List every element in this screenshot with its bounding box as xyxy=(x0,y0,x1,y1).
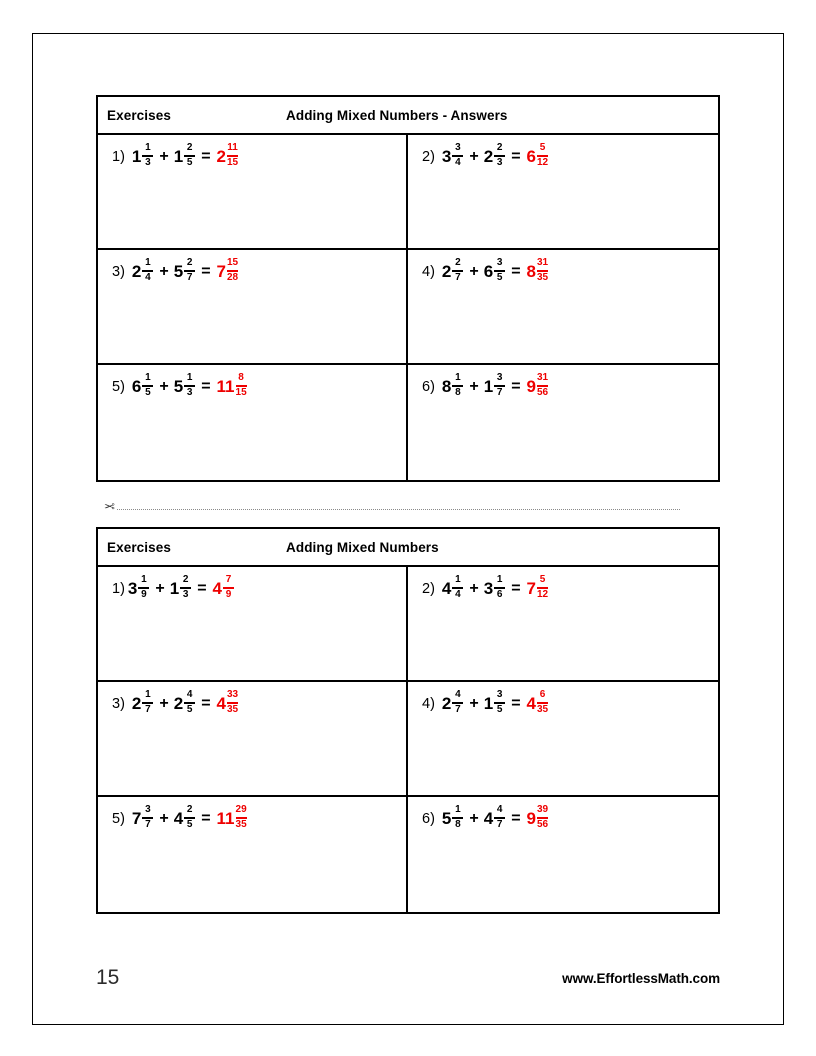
problem-4 xyxy=(408,259,718,284)
numerator: 33 xyxy=(227,689,239,700)
operator-equals: = xyxy=(201,147,211,165)
answer-value xyxy=(527,691,550,716)
answer-fraction xyxy=(537,690,548,715)
numerator: 2 xyxy=(455,257,461,268)
operator-equals: = xyxy=(197,579,207,597)
denominator: 6 xyxy=(496,588,503,600)
term-b-fraction xyxy=(184,373,195,398)
problem-2 xyxy=(408,144,718,169)
numerator: 3 xyxy=(145,804,151,815)
denominator: 5 xyxy=(145,386,151,398)
problem-number: 1) xyxy=(112,580,125,597)
worksheet-answers-header xyxy=(98,97,718,135)
term-b-fraction xyxy=(494,690,505,715)
answer-value xyxy=(217,374,248,399)
operator-plus: + xyxy=(159,694,169,712)
operator-plus: + xyxy=(469,579,479,597)
operator-plus: + xyxy=(159,262,169,280)
worksheet-practice-header xyxy=(98,529,718,567)
denominator: 3 xyxy=(496,156,503,168)
term-b-fraction xyxy=(184,690,195,715)
term-b-whole: 2 xyxy=(483,147,494,166)
term-a-fraction xyxy=(142,805,153,830)
problem-number: 5) xyxy=(112,378,125,395)
numerator: 4 xyxy=(455,689,461,700)
term-a-fraction xyxy=(142,373,153,398)
problem-cell xyxy=(98,365,408,480)
answer-value xyxy=(217,691,240,716)
term-a-whole: 3 xyxy=(441,147,452,166)
answer-whole: 7 xyxy=(526,579,536,598)
answer-whole: 9 xyxy=(526,809,536,828)
term-b-whole: 4 xyxy=(483,809,494,828)
operator-plus: + xyxy=(155,579,165,597)
problem-number: 6) xyxy=(422,810,435,827)
problem-4 xyxy=(408,691,718,716)
table-row xyxy=(98,682,718,797)
answer-fraction xyxy=(223,575,234,600)
numerator: 1 xyxy=(455,372,461,383)
operator-plus: + xyxy=(469,694,479,712)
denominator: 5 xyxy=(186,818,193,830)
denominator: 9 xyxy=(141,588,147,600)
answer-fraction xyxy=(227,258,238,283)
denominator: 8 xyxy=(455,386,461,398)
answer-fraction xyxy=(537,258,548,283)
answer-whole: 9 xyxy=(526,377,536,396)
term-b-whole: 3 xyxy=(483,579,494,598)
denominator: 5 xyxy=(186,156,193,168)
term-b-fraction xyxy=(494,805,505,830)
numerator: 5 xyxy=(539,142,546,153)
problem-5 xyxy=(98,374,406,399)
numerator: 1 xyxy=(145,689,151,700)
term-b-fraction xyxy=(494,258,505,283)
problem-cell xyxy=(408,135,718,248)
term-a-fraction xyxy=(142,690,153,715)
operator-plus: + xyxy=(469,147,479,165)
term-a-whole: 1 xyxy=(131,147,142,166)
term-a-whole: 7 xyxy=(131,809,142,828)
answer-whole: 2 xyxy=(216,147,226,166)
operator-equals: = xyxy=(511,579,521,597)
denominator: 5 xyxy=(496,703,503,715)
term-a-fraction xyxy=(452,373,463,398)
term-a-whole: 3 xyxy=(127,579,138,598)
term-a-whole: 2 xyxy=(131,694,142,713)
operator-plus: + xyxy=(159,809,169,827)
problem-number: 3) xyxy=(112,263,125,280)
table-row xyxy=(98,365,718,480)
problem-cell xyxy=(98,567,408,680)
page-footer xyxy=(96,963,720,993)
problem-number: 4) xyxy=(422,263,435,280)
term-b-whole: 5 xyxy=(173,262,184,281)
answer-whole: 4 xyxy=(526,694,536,713)
problem-cell xyxy=(408,797,718,912)
term-a-whole: 2 xyxy=(131,262,142,281)
term-b-whole: 1 xyxy=(483,377,494,396)
denominator: 15 xyxy=(235,386,247,398)
operator-equals: = xyxy=(201,694,211,712)
denominator: 3 xyxy=(182,588,189,600)
denominator: 5 xyxy=(186,703,193,715)
term-a-whole: 2 xyxy=(441,694,452,713)
problem-1 xyxy=(98,576,406,601)
term-b-whole: 1 xyxy=(169,579,180,598)
operator-equals: = xyxy=(511,377,521,395)
term-a-whole: 6 xyxy=(131,377,142,396)
denominator: 4 xyxy=(455,156,461,168)
numerator: 6 xyxy=(539,689,546,700)
answer-fraction xyxy=(227,143,238,168)
denominator: 7 xyxy=(145,818,151,830)
denominator: 7 xyxy=(455,703,461,715)
worksheet-answers xyxy=(96,95,720,482)
term-a-fraction xyxy=(452,143,463,168)
numerator: 1 xyxy=(145,372,151,383)
answer-value xyxy=(527,259,550,284)
denominator: 35 xyxy=(537,271,549,283)
term-b-fraction xyxy=(184,258,195,283)
denominator: 7 xyxy=(145,703,151,715)
term-b-whole: 2 xyxy=(173,694,184,713)
answer-fraction xyxy=(236,805,247,830)
problem-3 xyxy=(98,691,406,716)
numerator: 2 xyxy=(186,142,193,153)
term-a-whole: 2 xyxy=(441,262,452,281)
numerator: 5 xyxy=(539,574,546,585)
numerator: 11 xyxy=(227,142,238,153)
answer-whole: 8 xyxy=(526,262,536,281)
problem-6 xyxy=(408,806,718,831)
page-number: 15 xyxy=(96,966,120,989)
denominator: 4 xyxy=(145,271,151,283)
denominator: 35 xyxy=(227,703,239,715)
term-b-fraction xyxy=(180,575,191,600)
problem-number: 4) xyxy=(422,695,435,712)
denominator: 56 xyxy=(537,818,549,830)
numerator: 2 xyxy=(186,257,193,268)
table-row xyxy=(98,797,718,912)
term-b-fraction xyxy=(494,575,505,600)
answer-value xyxy=(217,144,240,169)
numerator: 15 xyxy=(227,257,239,268)
numerator: 3 xyxy=(455,142,461,153)
term-b-fraction xyxy=(494,143,505,168)
answer-value xyxy=(213,576,235,601)
denominator: 12 xyxy=(537,156,549,168)
term-a-fraction xyxy=(452,690,463,715)
operator-equals: = xyxy=(201,377,211,395)
problem-3 xyxy=(98,259,406,284)
numerator: 31 xyxy=(537,257,549,268)
numerator: 1 xyxy=(145,142,151,153)
numerator: 4 xyxy=(496,804,503,815)
denominator: 3 xyxy=(186,386,193,398)
term-b-whole: 1 xyxy=(173,147,184,166)
problem-2 xyxy=(408,576,718,601)
numerator: 3 xyxy=(496,689,503,700)
denominator: 7 xyxy=(496,386,503,398)
denominator: 3 xyxy=(145,156,151,168)
numerator: 2 xyxy=(182,574,189,585)
problem-cell xyxy=(98,135,408,248)
answer-fraction xyxy=(537,373,548,398)
numerator: 3 xyxy=(496,257,503,268)
problem-5 xyxy=(98,806,406,831)
answer-whole: 7 xyxy=(216,262,226,281)
numerator: 1 xyxy=(455,574,461,585)
denominator: 7 xyxy=(186,271,193,283)
answer-fraction xyxy=(537,575,548,600)
term-a-fraction xyxy=(142,258,153,283)
operator-equals: = xyxy=(511,809,521,827)
answer-fraction xyxy=(537,143,548,168)
operator-equals: = xyxy=(201,809,211,827)
worksheet-practice-title: Adding Mixed Numbers xyxy=(286,539,439,555)
problem-cell xyxy=(408,682,718,795)
operator-equals: = xyxy=(201,262,211,280)
denominator: 9 xyxy=(225,588,232,600)
denominator: 35 xyxy=(537,703,549,715)
term-a-whole: 5 xyxy=(441,809,452,828)
problem-cell xyxy=(98,250,408,363)
answer-whole: 4 xyxy=(216,694,226,713)
scissors-icon: ✂ xyxy=(104,498,115,514)
problem-number: 1) xyxy=(112,148,125,165)
denominator: 7 xyxy=(455,271,461,283)
term-a-fraction xyxy=(452,258,463,283)
cut-separator xyxy=(104,498,680,514)
answer-value xyxy=(527,144,550,169)
problem-cell xyxy=(408,567,718,680)
operator-equals: = xyxy=(511,694,521,712)
problem-number: 6) xyxy=(422,378,435,395)
problem-number: 5) xyxy=(112,810,125,827)
answer-whole: 4 xyxy=(212,579,222,598)
denominator: 56 xyxy=(537,386,549,398)
problem-cell xyxy=(98,682,408,795)
table-row xyxy=(98,250,718,365)
worksheet-practice-label: Exercises xyxy=(107,539,171,555)
term-a-fraction xyxy=(142,143,153,168)
operator-equals: = xyxy=(511,262,521,280)
operator-equals: = xyxy=(511,147,521,165)
term-b-whole: 6 xyxy=(483,262,494,281)
answer-value xyxy=(217,259,240,284)
term-a-whole: 4 xyxy=(441,579,452,598)
numerator: 8 xyxy=(238,372,244,383)
numerator: 1 xyxy=(455,804,461,815)
answer-fraction xyxy=(537,805,548,830)
operator-plus: + xyxy=(159,377,169,395)
table-row xyxy=(98,567,718,682)
numerator: 29 xyxy=(235,804,247,815)
answer-whole: 11 xyxy=(216,377,235,396)
term-b-whole: 4 xyxy=(173,809,184,828)
problem-cell xyxy=(408,365,718,480)
term-a-fraction xyxy=(138,575,149,600)
answer-fraction xyxy=(236,373,247,398)
answer-value xyxy=(217,806,248,831)
denominator: 35 xyxy=(235,818,247,830)
problem-number: 2) xyxy=(422,148,435,165)
numerator: 1 xyxy=(145,257,151,268)
answer-whole: 6 xyxy=(526,147,536,166)
dotted-line xyxy=(117,509,680,510)
website-url: www.EffortlessMath.com xyxy=(562,970,720,986)
term-b-fraction xyxy=(184,143,195,168)
table-row xyxy=(98,135,718,250)
answer-value xyxy=(527,576,550,601)
problem-6 xyxy=(408,374,718,399)
term-b-whole: 1 xyxy=(483,694,494,713)
answer-fraction xyxy=(227,690,238,715)
problem-cell xyxy=(98,797,408,912)
answer-value xyxy=(527,806,550,831)
term-a-fraction xyxy=(452,805,463,830)
numerator: 1 xyxy=(496,574,503,585)
denominator: 12 xyxy=(537,588,549,600)
operator-plus: + xyxy=(469,377,479,395)
operator-plus: + xyxy=(469,262,479,280)
numerator: 3 xyxy=(496,372,503,383)
problem-1 xyxy=(98,144,406,169)
term-b-fraction xyxy=(494,373,505,398)
problem-number: 2) xyxy=(422,580,435,597)
denominator: 15 xyxy=(227,156,239,168)
term-a-fraction xyxy=(452,575,463,600)
term-b-fraction xyxy=(184,805,195,830)
problem-number: 3) xyxy=(112,695,125,712)
operator-plus: + xyxy=(469,809,479,827)
worksheet-answers-label: Exercises xyxy=(107,107,171,123)
numerator: 4 xyxy=(186,689,193,700)
numerator: 1 xyxy=(141,574,147,585)
denominator: 8 xyxy=(455,818,461,830)
term-a-whole: 8 xyxy=(441,377,452,396)
answer-value xyxy=(527,374,550,399)
denominator: 5 xyxy=(496,271,503,283)
worksheet-answers-title: Adding Mixed Numbers - Answers xyxy=(286,107,508,123)
numerator: 1 xyxy=(186,372,193,383)
answer-whole: 11 xyxy=(216,809,235,828)
numerator: 31 xyxy=(537,372,549,383)
denominator: 4 xyxy=(455,588,461,600)
worksheet-practice xyxy=(96,527,720,914)
numerator: 39 xyxy=(537,804,549,815)
denominator: 7 xyxy=(496,818,503,830)
operator-plus: + xyxy=(159,147,169,165)
numerator: 2 xyxy=(496,142,503,153)
term-b-whole: 5 xyxy=(173,377,184,396)
denominator: 28 xyxy=(227,271,239,283)
problem-cell xyxy=(408,250,718,363)
numerator: 2 xyxy=(186,804,193,815)
numerator: 7 xyxy=(225,574,232,585)
